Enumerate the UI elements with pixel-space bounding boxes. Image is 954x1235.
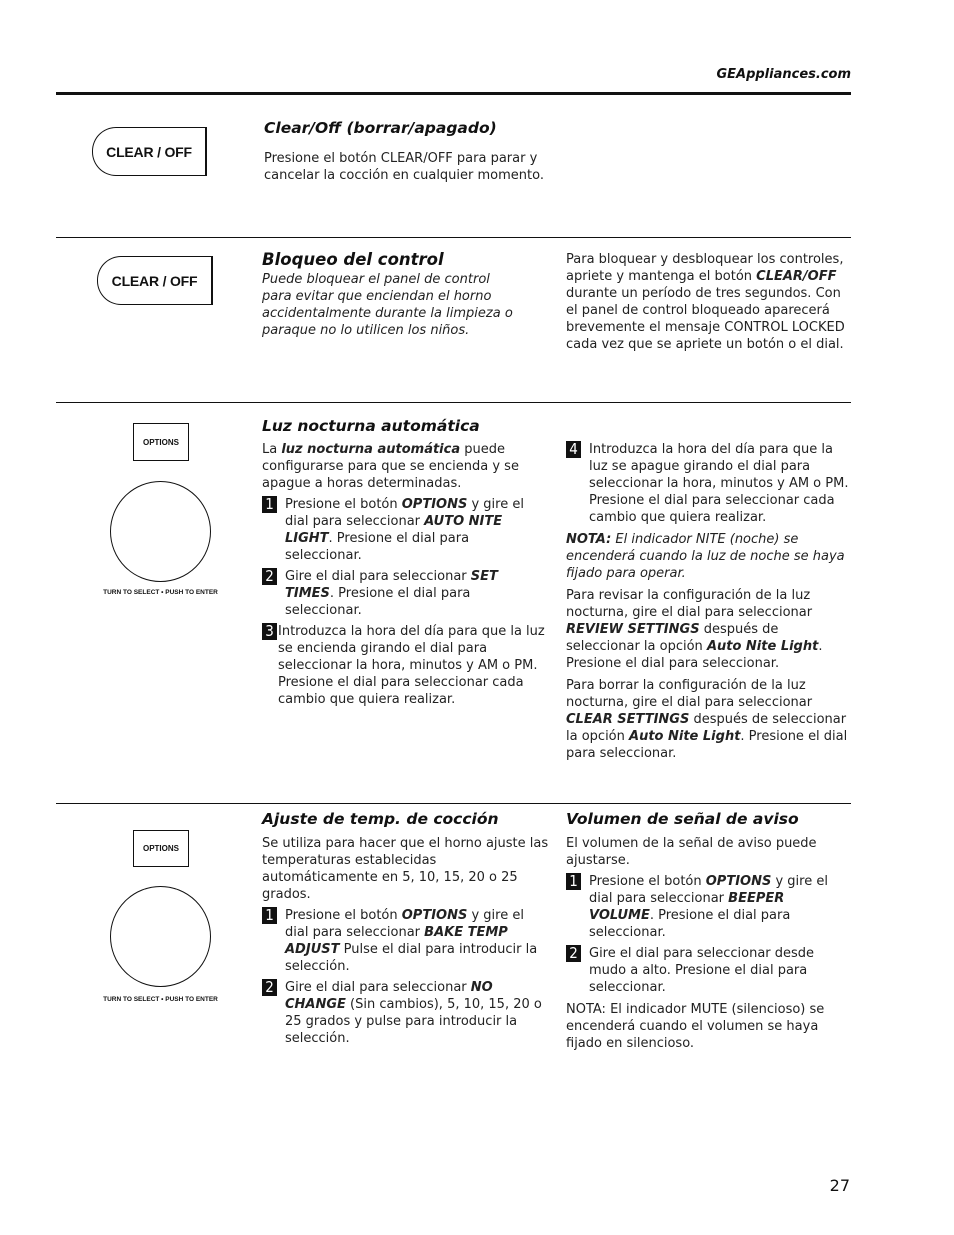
control-lock-title: Bloqueo del control <box>262 250 444 269</box>
step-text <box>285 568 547 619</box>
step-text <box>285 907 549 975</box>
review-settings-paragraph <box>566 587 852 672</box>
control-lock-instructions <box>566 251 852 353</box>
night-light-intro <box>262 441 547 492</box>
text-run: Gire el dial para seleccionar <box>285 980 471 995</box>
text-run-emph: CLEAR SETTINGS <box>566 712 690 727</box>
step-number: 1 <box>262 496 277 513</box>
step-text <box>589 441 852 526</box>
step-2 <box>262 568 547 619</box>
text-run: Gire el dial para seleccionar <box>285 569 471 584</box>
beeper-intro: El volumen de la señal de aviso puede ajustarse. <box>566 836 817 868</box>
beeper-title: Volumen de señal de aviso <box>566 810 799 828</box>
step-4 <box>566 441 852 526</box>
text-run: El indicador NITE (noche) se encenderá cuando la luz de noche se haya fijado para operar. <box>566 532 845 581</box>
text-run: Para borrar la configuración de la luz nocturna, gire el dial para seleccionar <box>566 678 813 710</box>
text-run-emph: Auto Nite Light <box>629 729 741 744</box>
control-dial[interactable] <box>110 886 211 987</box>
text-run: y gire el dial para seleccionar <box>589 874 828 906</box>
text-run-emph: luz nocturna automática <box>281 442 461 457</box>
step-number: 4 <box>566 441 581 458</box>
section-rule <box>56 402 851 403</box>
text-run: Introduzca la hora del día para que la luz se apague girando el dial para seleccionar la hora, minutos y AM o PM. Presione el dial para seleccionar cada cambio que quiera realizar. <box>589 442 849 525</box>
step-text <box>285 979 549 1047</box>
text-run-emph: Auto Nite Light <box>706 639 819 654</box>
text-run-emph: AUTO NITE LIGHT <box>285 514 503 546</box>
step-number: 3 <box>262 623 277 640</box>
step-text <box>589 945 852 996</box>
options-button-label: OPTIONS <box>142 844 179 853</box>
text-run-emph: NOTA: <box>566 532 612 547</box>
site-url: GEAppliances.com <box>716 67 851 82</box>
section-rule <box>56 237 851 238</box>
step-number: 1 <box>566 873 581 890</box>
text-run: y gire el dial para seleccionar <box>285 497 524 529</box>
text-run: . Presione el dial para seleccionar. <box>566 729 848 761</box>
text-run: . Presione el dial para seleccionar. <box>285 586 471 618</box>
text-run-emph: OPTIONS <box>705 874 772 889</box>
step-2 <box>262 979 549 1047</box>
beeper-note: NOTA: El indicador MUTE (silencioso) se encenderá cuando el volumen se haya fijado en silencioso. <box>566 1002 825 1051</box>
text-run-emph: OPTIONS <box>401 908 468 923</box>
clear-off-title: Clear/Off (borrar/apagado) <box>264 119 497 137</box>
text-run-emph: OPTIONS <box>401 497 468 512</box>
text-run: Para revisar la configuración de la luz nocturna, gire el dial para seleccionar <box>566 588 813 620</box>
clear-off-body: Presione el botón CLEAR/OFF para parar y cancelar la cocción en cualquier momento. <box>264 151 544 183</box>
step-number: 2 <box>262 568 277 585</box>
text-run: . Presione el dial para seleccionar. <box>589 908 791 940</box>
header-rule <box>56 92 851 95</box>
night-light-note <box>566 531 852 582</box>
text-run: Presione el botón <box>589 874 706 889</box>
section-rule <box>56 803 851 804</box>
text-run: Presione el botón <box>285 497 402 512</box>
text-run: La <box>262 442 282 457</box>
step-number: 2 <box>566 945 581 962</box>
text-run: . Presione el dial para seleccionar. <box>285 531 470 563</box>
step-number: 1 <box>262 907 277 924</box>
text-run: después de seleccionar la opción <box>566 712 847 744</box>
step-3 <box>262 623 547 708</box>
step-text <box>285 496 547 564</box>
step-number: 2 <box>262 979 277 996</box>
text-run-emph: SET TIMES <box>285 569 498 601</box>
text-run: Introduzca la hora del día para que la luz se encienda girando el dial para seleccionar la hora, minutos y AM o PM. Presione el dial para seleccionar cada cambio que quiera realizar. <box>278 624 545 707</box>
beeper-column <box>566 835 852 1052</box>
bake-temp-intro: Se utiliza para hacer que el horno ajuste las temperaturas establecidas automáticamente en 5, 10, 15, 20 o 25 grados. <box>262 836 549 902</box>
text-run: Pulse el dial para introducir la selección. <box>285 942 538 974</box>
night-light-right-column <box>566 441 852 762</box>
text-run: . Presione el dial para seleccionar. <box>566 639 823 671</box>
control-dial[interactable] <box>110 481 211 582</box>
step-2 <box>566 945 852 996</box>
step-1 <box>262 907 549 975</box>
bake-temp-title: Ajuste de temp. de cocción <box>262 810 499 828</box>
dial-caption: TURN TO SELECT • PUSH TO ENTER <box>103 589 218 596</box>
text-run: y gire el dial para seleccionar <box>285 908 524 940</box>
clear-off-button-label: CLEAR / OFF <box>106 143 192 160</box>
text-run-emph: NO CHANGE <box>285 980 493 1012</box>
text-run: (Sin cambios), 5, 10, 15, 20 o 25 grados y pulse para introducir la selección. <box>285 997 542 1046</box>
options-button[interactable] <box>133 830 189 867</box>
text-run: Gire el dial para seleccionar desde mudo a alto. Presione el dial para seleccionar. <box>589 946 815 995</box>
text-run-emph: CLEAR/OFF <box>756 269 837 284</box>
step-1 <box>262 496 547 564</box>
night-light-left-column <box>262 441 547 708</box>
clear-off-button[interactable] <box>92 127 207 176</box>
step-1 <box>566 873 852 941</box>
text-run-emph: BAKE TEMP ADJUST <box>285 925 508 957</box>
options-button-label: OPTIONS <box>142 437 179 447</box>
text-run-emph: BEEPER VOLUME <box>589 891 785 923</box>
bake-temp-column <box>262 835 549 1047</box>
clear-off-lock-button[interactable] <box>97 256 213 305</box>
text-run: durante un período de tres segundos. Con el panel de control bloqueado aparecerá brevemente el mensaje CONTROL LOCKED cada vez que se apriete un botón o el dial. <box>566 286 845 352</box>
text-run: Para bloquear y desbloquear los controles, apriete y mantenga el botón <box>566 252 844 284</box>
step-text <box>278 623 547 708</box>
dial-caption: TURN TO SELECT • PUSH TO ENTER <box>103 996 218 1003</box>
page-number: 27 <box>829 1176 850 1195</box>
text-run-emph: REVIEW SETTINGS <box>566 622 700 637</box>
text-run: puede configurarse para que se encienda y se apague a horas determinadas. <box>262 442 519 491</box>
text-run: después de seleccionar la opción <box>566 622 779 654</box>
night-light-title: Luz nocturna automática <box>262 417 480 435</box>
control-lock-subtitle: Puede bloquear el panel de control para evitar que enciendan el horno accidentalmente durante la limpieza o paraque no lo utilicen los niños. <box>262 272 513 338</box>
clear-off-lock-button-label: CLEAR / OFF <box>111 272 198 289</box>
step-text <box>589 873 852 941</box>
text-run: Presione el botón <box>285 908 402 923</box>
clear-settings-paragraph <box>566 677 852 762</box>
options-button[interactable] <box>133 423 189 461</box>
